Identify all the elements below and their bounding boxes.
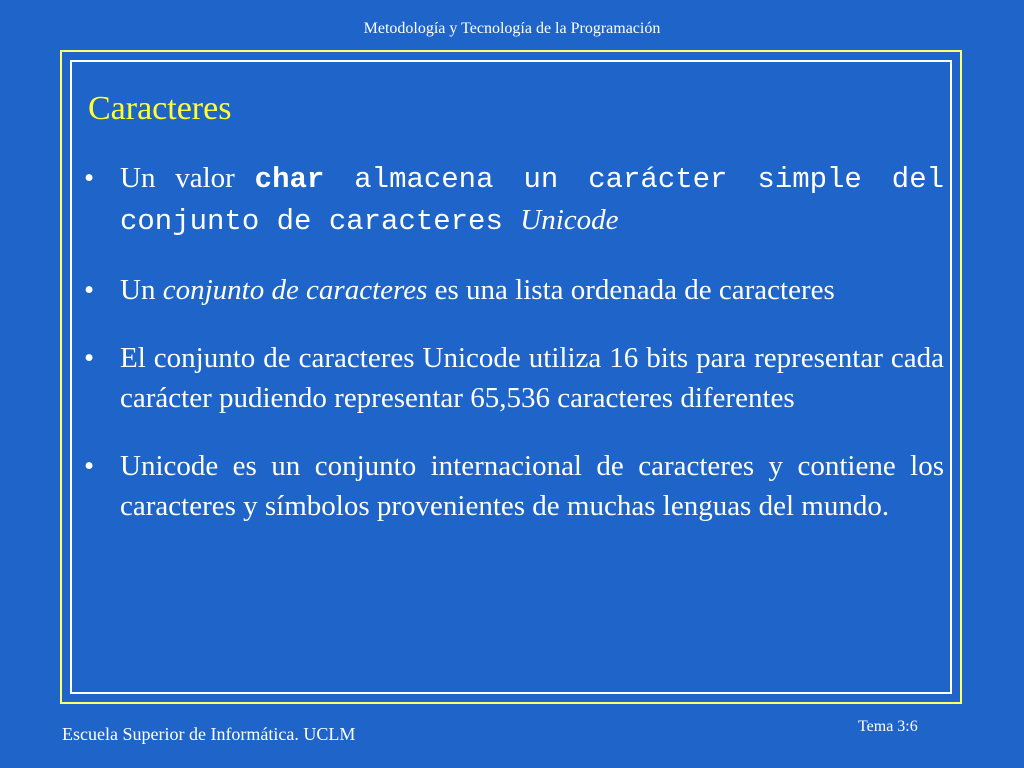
code-keyword: char [254,163,325,196]
bullet-text: El conjunto de caracteres Unicode utiliza 16 bits para representar cada carácter pudiendo representar 65,536 caracteres diferentes [120,342,944,414]
bullet-marker: • [84,450,95,482]
bullet-text: es una lista ordenada de caracteres [427,274,835,306]
bullet-text: Un [120,274,163,306]
bullet-item-char-value [84,158,944,242]
bullet-marker: • [84,342,95,374]
italic-term: Unicode [520,204,619,236]
bullet-item-unicode-international [84,446,944,526]
bullet-text: Unicode es un conjunto internacional de caracteres y contiene los caracteres y símbolos provenientes de muchas lenguas del mundo. [120,450,944,522]
bullet-marker: • [84,274,95,306]
course-header: Metodología y Tecnología de la Programación [363,20,661,37]
monospace-text: almacena un carácter simple del conjunto de caracteres [120,163,945,238]
bullet-marker: • [84,162,95,194]
slide-title: Caracteres [88,90,232,127]
school-footer: Escuela Superior de Informática. UCLM [62,724,356,744]
bullet-item-charset-definition [84,270,944,310]
slide-number: Tema 3:6 [858,718,918,735]
bullet-text: Un valor [120,162,255,194]
bullet-item-unicode-bits [84,338,944,418]
italic-term: conjunto de caracteres [162,274,428,306]
bullet-list [84,158,944,554]
